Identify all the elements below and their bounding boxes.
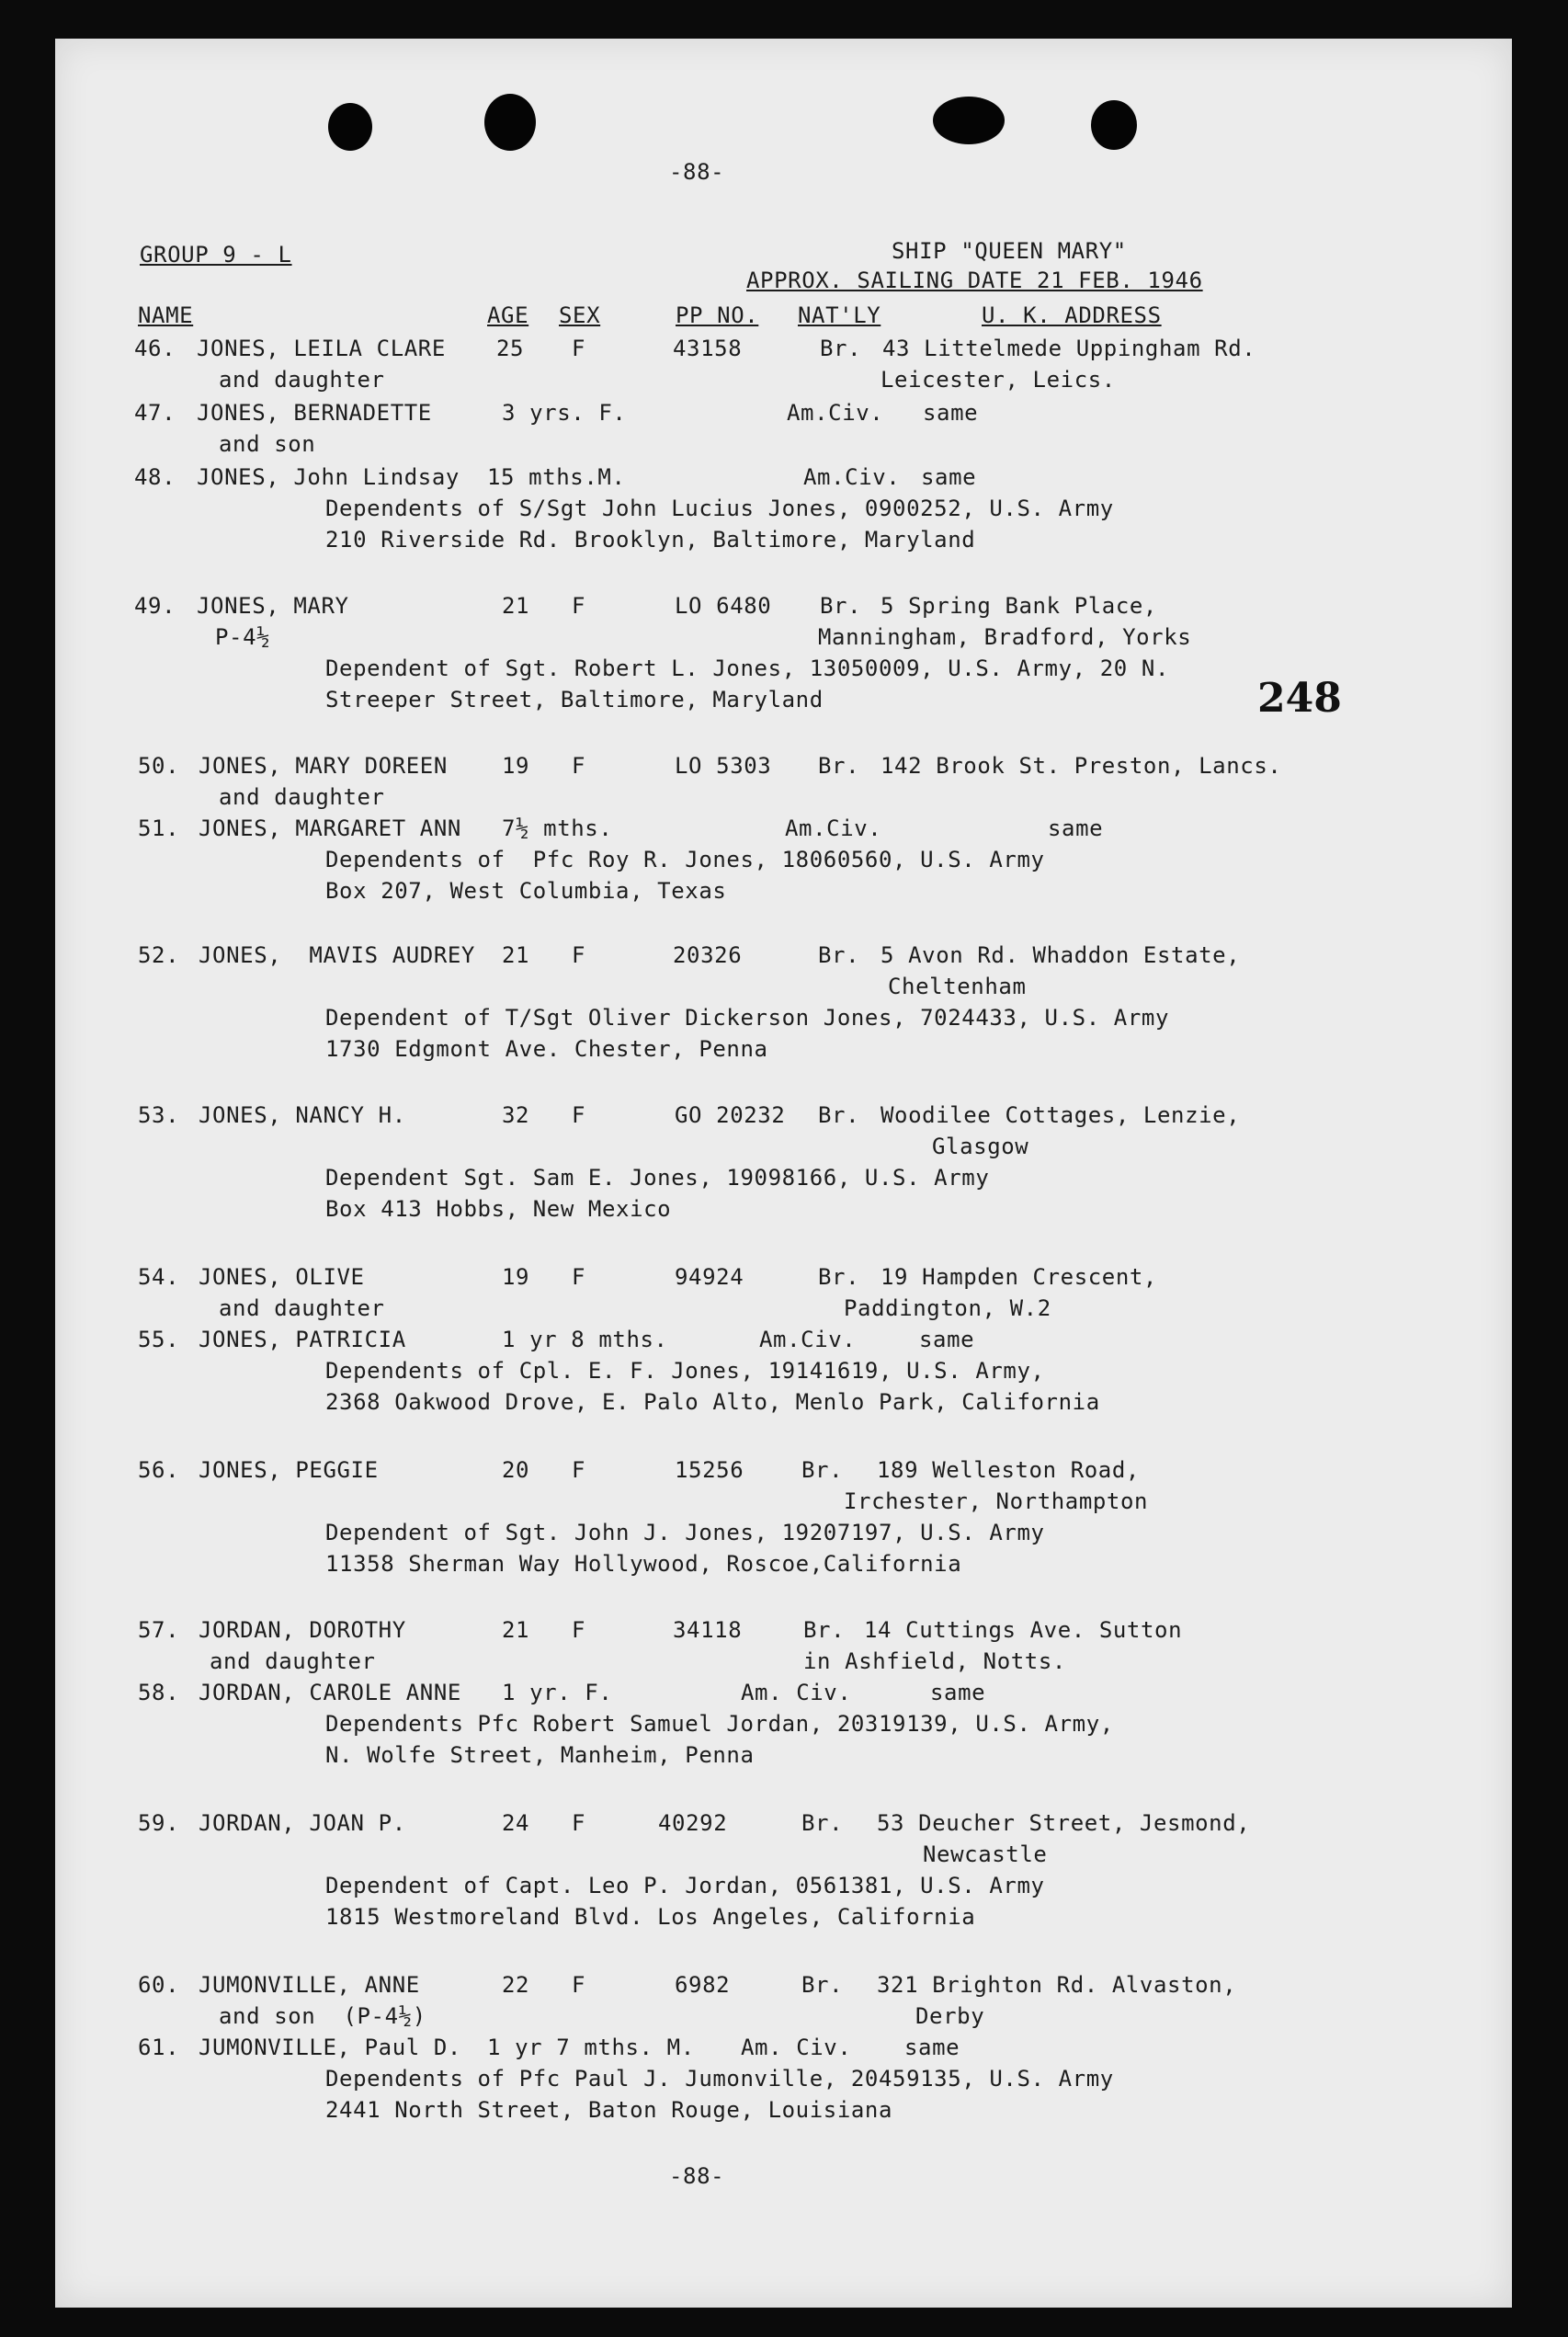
entry-address-line2: Glasgow — [932, 1134, 1029, 1159]
entry-age: 21 — [502, 1617, 530, 1643]
entry-name: JONES, NANCY H. — [199, 1102, 406, 1128]
entry-sex: F — [572, 593, 586, 619]
punch-hole — [484, 94, 536, 151]
entry-address: same — [1048, 815, 1104, 841]
entry-name: JORDAN, CAROLE ANNE — [199, 1680, 461, 1705]
entry-name: JONES, MAVIS AUDREY — [199, 942, 475, 968]
entry-number: 59. — [138, 1810, 180, 1836]
entry-number: 60. — [138, 1972, 180, 1998]
entry-address: 14 Cuttings Ave. Sutton — [864, 1617, 1183, 1643]
entry-address: same — [919, 1327, 975, 1352]
entry-natly: Br. — [818, 753, 860, 779]
punch-hole — [328, 103, 372, 151]
col-pp-no: PP NO. — [676, 302, 759, 328]
entry-pp: 6982 — [675, 1972, 731, 1998]
entry-address: same — [930, 1680, 986, 1705]
entry-age: 20 — [502, 1457, 530, 1483]
col-name: NAME — [138, 302, 194, 328]
entry-natly: Br. — [801, 1972, 844, 1998]
entry-name: JONES, MARY — [197, 593, 349, 619]
entry-dependent-line: Dependent of Capt. Leo P. Jordan, 0561381, U.S. Army — [325, 1873, 1045, 1898]
entry-subline: and daughter — [219, 1295, 385, 1321]
col-address: U. K. ADDRESS — [982, 302, 1162, 328]
entry-natly: Br. — [803, 1617, 846, 1643]
entry-dependent-line: Dependent of T/Sgt Oliver Dickerson Jones, 7024433, U.S. Army — [325, 1005, 1170, 1031]
entry-sex: F — [572, 1457, 586, 1483]
entry-dependent-address: 1730 Edgmont Ave. Chester, Penna — [325, 1036, 768, 1062]
entry-pp: 20326 — [673, 942, 743, 968]
entry-subline: and daughter — [219, 784, 385, 810]
entry-pp: 34118 — [673, 1617, 743, 1643]
entry-sex: F — [572, 1810, 586, 1836]
entry-pp: 43158 — [673, 336, 743, 361]
entry-age-sex: 3 yrs. F. — [502, 400, 627, 426]
entry-dependent-line: Dependents of S/Sgt John Lucius Jones, 0900252, U.S. Army — [325, 496, 1114, 521]
entry-dependent-address: 2441 North Street, Baton Rouge, Louisiana — [325, 2097, 893, 2123]
entry-name: JONES, LEILA CLARE — [197, 336, 446, 361]
entry-age: 19 — [502, 753, 530, 779]
entry-dependent-line: Dependents Pfc Robert Samuel Jordan, 20319139, U.S. Army, — [325, 1711, 1114, 1737]
entry-dependent-line: Dependent Sgt. Sam E. Jones, 19098166, U.S. Army — [325, 1165, 990, 1191]
sailing-date: APPROX. SAILING DATE 21 FEB. 1946 — [746, 268, 1203, 293]
entry-sex: F — [572, 336, 586, 361]
entry-age: 21 — [502, 942, 530, 968]
page-number: -88- — [669, 2163, 725, 2189]
entry-address-line2: Cheltenham — [888, 974, 1027, 999]
entry-address-line2: Derby — [915, 2003, 985, 2029]
col-sex: SEX — [559, 302, 601, 328]
entry-number: 46. — [134, 336, 176, 361]
entry-age-sex: 1 yr 7 mths. M. — [487, 2035, 695, 2060]
entry-name: JONES, PEGGIE — [199, 1457, 379, 1483]
entry-number: 49. — [134, 593, 176, 619]
entry-address-line2: in Ashfield, Notts. — [803, 1648, 1066, 1674]
entry-dependent-address: Box 207, West Columbia, Texas — [325, 878, 727, 904]
entry-address: 142 Brook St. Preston, Lancs. — [881, 753, 1282, 779]
entry-natly: Am.Civ. — [803, 464, 901, 490]
entry-dependent-address: N. Wolfe Street, Manheim, Penna — [325, 1742, 755, 1768]
entry-address-line2: Paddington, W.2 — [844, 1295, 1051, 1321]
entry-dependent-address: 11358 Sherman Way Hollywood, Roscoe,California — [325, 1551, 962, 1577]
entry-address: 43 Littelmede Uppingham Rd. — [882, 336, 1256, 361]
entry-natly: Am.Civ. — [787, 400, 884, 426]
entry-pp: GO 20232 — [675, 1102, 786, 1128]
entry-pp: 94924 — [675, 1264, 744, 1290]
entry-number: 48. — [134, 464, 176, 490]
col-age: AGE — [487, 302, 529, 328]
entry-number: 51. — [138, 815, 180, 841]
entry-dependent-address: 1815 Westmoreland Blvd. Los Angeles, California — [325, 1904, 976, 1930]
entry-address: 189 Welleston Road, — [877, 1457, 1140, 1483]
entry-natly: Am.Civ. — [759, 1327, 857, 1352]
entry-dependent-line: Dependents of Cpl. E. F. Jones, 19141619, U.S. Army, — [325, 1358, 1045, 1384]
entry-number: 50. — [138, 753, 180, 779]
entry-number: 61. — [138, 2035, 180, 2060]
entry-number: 53. — [138, 1102, 180, 1128]
entry-address: same — [923, 400, 979, 426]
entry-number: 52. — [138, 942, 180, 968]
entry-address-line2: Newcastle — [923, 1841, 1048, 1867]
entry-dependent-address: 210 Riverside Rd. Brooklyn, Baltimore, Maryland — [325, 527, 976, 553]
entry-pp: 15256 — [675, 1457, 744, 1483]
entry-number: 57. — [138, 1617, 180, 1643]
entry-age-sex: 1 yr. F. — [502, 1680, 613, 1705]
entry-sex: F — [572, 1264, 586, 1290]
entry-sex: F — [572, 1972, 586, 1998]
entry-natly: Am. Civ. — [741, 2035, 852, 2060]
entry-age-sex: 1 yr 8 mths. — [502, 1327, 668, 1352]
entry-age: 25 — [496, 336, 525, 361]
entry-natly: Br. — [818, 1264, 860, 1290]
entry-address-line2: Leicester, Leics. — [881, 367, 1116, 393]
entry-age: 22 — [502, 1972, 530, 1998]
entry-sex: F — [572, 1102, 586, 1128]
entry-subline: and son (P-4½) — [219, 2003, 426, 2029]
entry-address-line2: Manningham, Bradford, Yorks — [818, 624, 1192, 650]
entry-sex: F — [572, 942, 586, 968]
entry-dependent-line: Dependents of Pfc Paul J. Jumonville, 20459135, U.S. Army — [325, 2066, 1114, 2092]
entry-number: 55. — [138, 1327, 180, 1352]
entry-address: 321 Brighton Rd. Alvaston, — [877, 1972, 1237, 1998]
entry-pp: 40292 — [658, 1810, 728, 1836]
entry-name: JONES, PATRICIA — [199, 1327, 406, 1352]
entry-name: JORDAN, JOAN P. — [199, 1810, 406, 1836]
entry-dependent-line: Dependent of Sgt. John J. Jones, 19207197, U.S. Army — [325, 1520, 1045, 1545]
entry-number: 56. — [138, 1457, 180, 1483]
entry-pp: LO 6480 — [675, 593, 772, 619]
entry-number: 47. — [134, 400, 176, 426]
page-number: -88- — [669, 159, 725, 185]
entry-name: JONES, MARGARET ANN — [199, 815, 461, 841]
entry-age-sex: 7½ mths. — [502, 815, 613, 841]
entry-dependent-line: Dependent of Sgt. Robert L. Jones, 13050009, U.S. Army, 20 N. — [325, 656, 1170, 681]
entry-subline: and son — [219, 431, 316, 457]
entry-age: 24 — [502, 1810, 530, 1836]
entry-address: same — [921, 464, 977, 490]
entry-sex: F — [572, 1617, 586, 1643]
col-natly: NAT'LY — [798, 302, 881, 328]
entry-address: same — [904, 2035, 960, 2060]
entry-address: 5 Spring Bank Place, — [881, 593, 1157, 619]
entry-dependent-address: Streeper Street, Baltimore, Maryland — [325, 687, 824, 712]
entry-sex: F — [572, 753, 586, 779]
entry-natly: Br. — [820, 593, 862, 619]
entry-age: 32 — [502, 1102, 530, 1128]
page-stamp: 248 — [1257, 675, 1342, 722]
entry-address: Woodilee Cottages, Lenzie, — [881, 1102, 1241, 1128]
entry-address: 19 Hampden Crescent, — [881, 1264, 1157, 1290]
entry-address: 5 Avon Rd. Whaddon Estate, — [881, 942, 1241, 968]
entry-address-line2: Irchester, Northampton — [844, 1488, 1149, 1514]
entry-name: JONES, BERNADETTE — [197, 400, 432, 426]
entry-age-sex: 15 mths.M. — [487, 464, 626, 490]
entry-name: JONES, MARY DOREEN — [199, 753, 448, 779]
entry-subline: P-4½ — [215, 624, 271, 650]
entry-name: JORDAN, DOROTHY — [199, 1617, 406, 1643]
entry-natly: Am. Civ. — [741, 1680, 852, 1705]
entry-dependent-address: 2368 Oakwood Drove, E. Palo Alto, Menlo Park, California — [325, 1389, 1100, 1415]
entry-subline: and daughter — [219, 367, 385, 393]
entry-subline: and daughter — [210, 1648, 376, 1674]
entry-name: JUMONVILLE, Paul D. — [199, 2035, 461, 2060]
entry-natly: Br. — [818, 1102, 860, 1128]
entry-age: 21 — [502, 593, 530, 619]
entry-natly: Br. — [818, 942, 860, 968]
entry-name: JUMONVILLE, ANNE — [199, 1972, 420, 1998]
entry-pp: LO 5303 — [675, 753, 772, 779]
group-label: GROUP 9 - L — [140, 242, 292, 268]
entry-natly: Br. — [801, 1810, 844, 1836]
ship-name: SHIP "QUEEN MARY" — [892, 238, 1127, 264]
entry-natly: Br. — [820, 336, 862, 361]
entry-address: 53 Deucher Street, Jesmond, — [877, 1810, 1251, 1836]
entry-natly: Am.Civ. — [785, 815, 882, 841]
entry-number: 58. — [138, 1680, 180, 1705]
entry-name: JONES, OLIVE — [199, 1264, 365, 1290]
entry-natly: Br. — [801, 1457, 844, 1483]
entry-number: 54. — [138, 1264, 180, 1290]
punch-hole — [933, 97, 1005, 144]
entry-dependent-address: Box 413 Hobbs, New Mexico — [325, 1196, 672, 1222]
entry-name: JONES, John Lindsay — [197, 464, 460, 490]
entry-dependent-line: Dependents of Pfc Roy R. Jones, 18060560, U.S. Army — [325, 847, 1045, 872]
entry-age: 19 — [502, 1264, 530, 1290]
punch-hole — [1091, 100, 1137, 150]
